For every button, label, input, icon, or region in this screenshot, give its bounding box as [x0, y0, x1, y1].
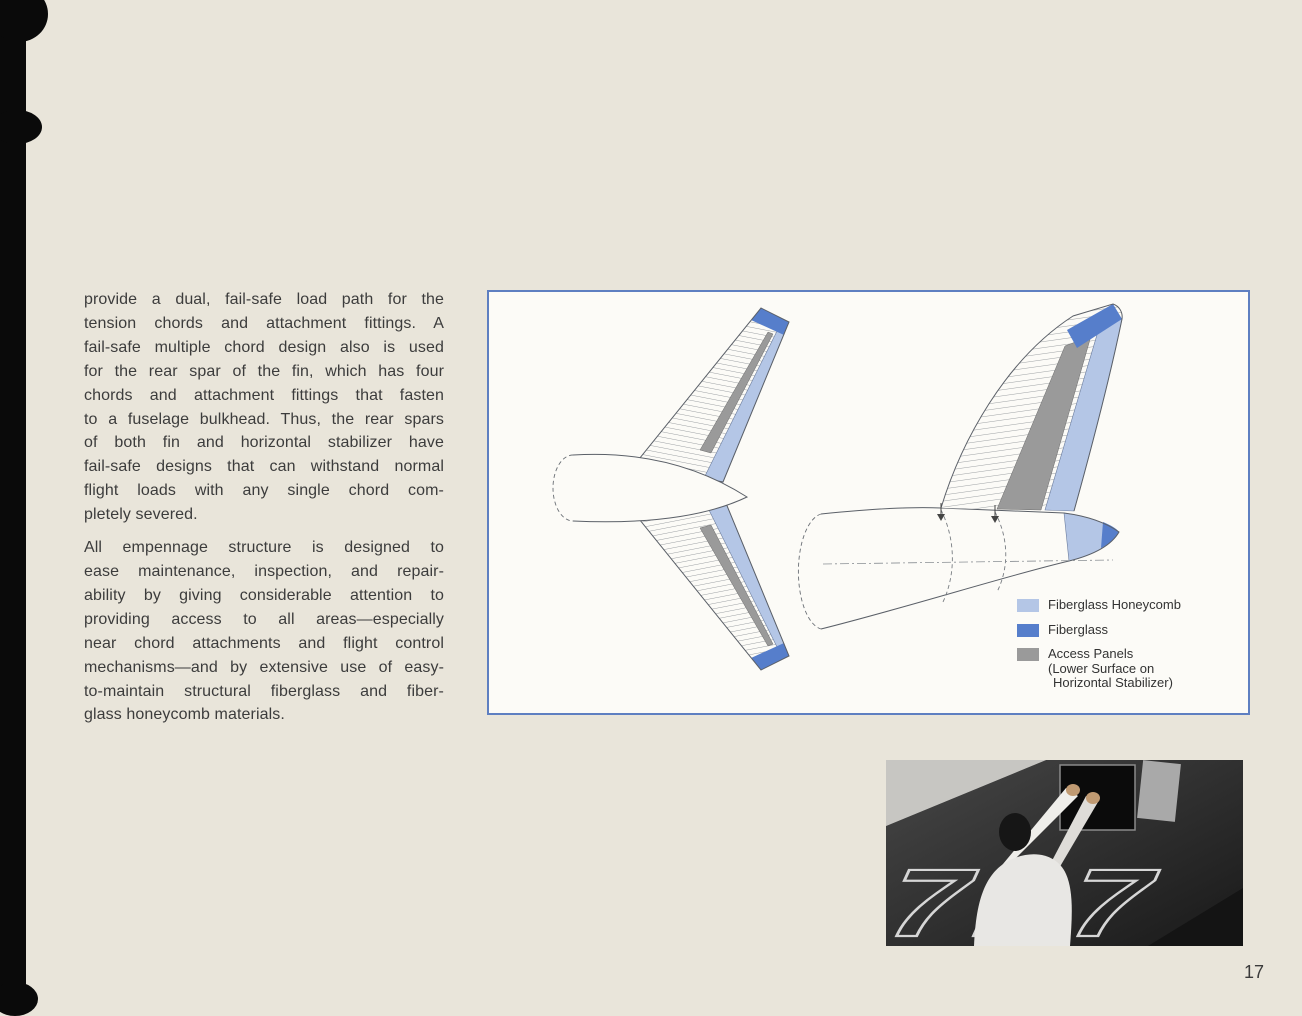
- vertical-fin-side-view: [798, 304, 1122, 629]
- legend-label: Access Panels (Lower Surface on Horizontal Stabilizer): [1048, 646, 1173, 690]
- text-line: mechanisms—and by extensive use of easy-: [84, 658, 444, 676]
- technician-hand: [1066, 784, 1080, 796]
- binding-blob: [0, 982, 38, 1016]
- text-line: All empennage structure is designed to: [84, 539, 444, 557]
- empennage-diagram: [487, 290, 1250, 715]
- technician-hand: [1086, 792, 1100, 804]
- legend-swatch: [1017, 648, 1039, 661]
- text-line: fail-safe multiple chord design also is used: [84, 338, 444, 356]
- text-line: of both fin and horizontal stabilizer have: [84, 434, 444, 452]
- text-line: pletely severed.: [84, 506, 198, 524]
- text-line: to-maintain structural fiberglass and fiber-: [84, 682, 444, 700]
- text-line: ease maintenance, inspection, and repair-: [84, 562, 444, 580]
- horizontal-stabilizer-plan-view: [553, 308, 789, 670]
- maintenance-photo: [886, 760, 1243, 946]
- text-line: providing access to all areas—especially: [84, 610, 444, 628]
- text-line: tension chords and attachment fittings. A: [84, 314, 444, 332]
- legend-item: [1017, 623, 1181, 638]
- legend-item: [1017, 647, 1181, 691]
- text-line: to a fuselage bulkhead. Thus, the rear spars: [84, 410, 444, 428]
- legend-item: [1017, 598, 1181, 613]
- paragraph-1: [84, 288, 444, 527]
- text-line: ability by giving considerable attention to: [84, 586, 444, 604]
- text-line: for the rear spar of the fin, which has four: [84, 362, 444, 380]
- body-text-column: [84, 288, 444, 727]
- binding-blob: [0, 110, 42, 144]
- paragraph-2: [84, 536, 444, 727]
- text-line: fail-safe designs that can withstand normal: [84, 458, 444, 476]
- page-number: 17: [1243, 962, 1264, 982]
- technician-head: [999, 813, 1031, 851]
- text-line: flight loads with any single chord com-: [84, 482, 444, 500]
- binding-edge: [0, 0, 26, 1008]
- legend-swatch: [1017, 599, 1039, 612]
- binding-blob: [0, 0, 48, 42]
- legend-swatch: [1017, 624, 1039, 637]
- access-panel-door: [1137, 760, 1181, 822]
- diagram-legend: [1017, 598, 1181, 701]
- text-line: glass honeycomb materials.: [84, 706, 285, 724]
- text-line: chords and attachment fittings that fasten: [84, 386, 444, 404]
- legend-label: Fiberglass Honeycomb: [1048, 597, 1181, 612]
- text-line: provide a dual, fail-safe load path for the: [84, 291, 444, 308]
- maintenance-photo-illustration: [886, 760, 1243, 946]
- legend-label: Fiberglass: [1048, 621, 1108, 637]
- text-line: near chord attachments and flight control: [84, 634, 444, 652]
